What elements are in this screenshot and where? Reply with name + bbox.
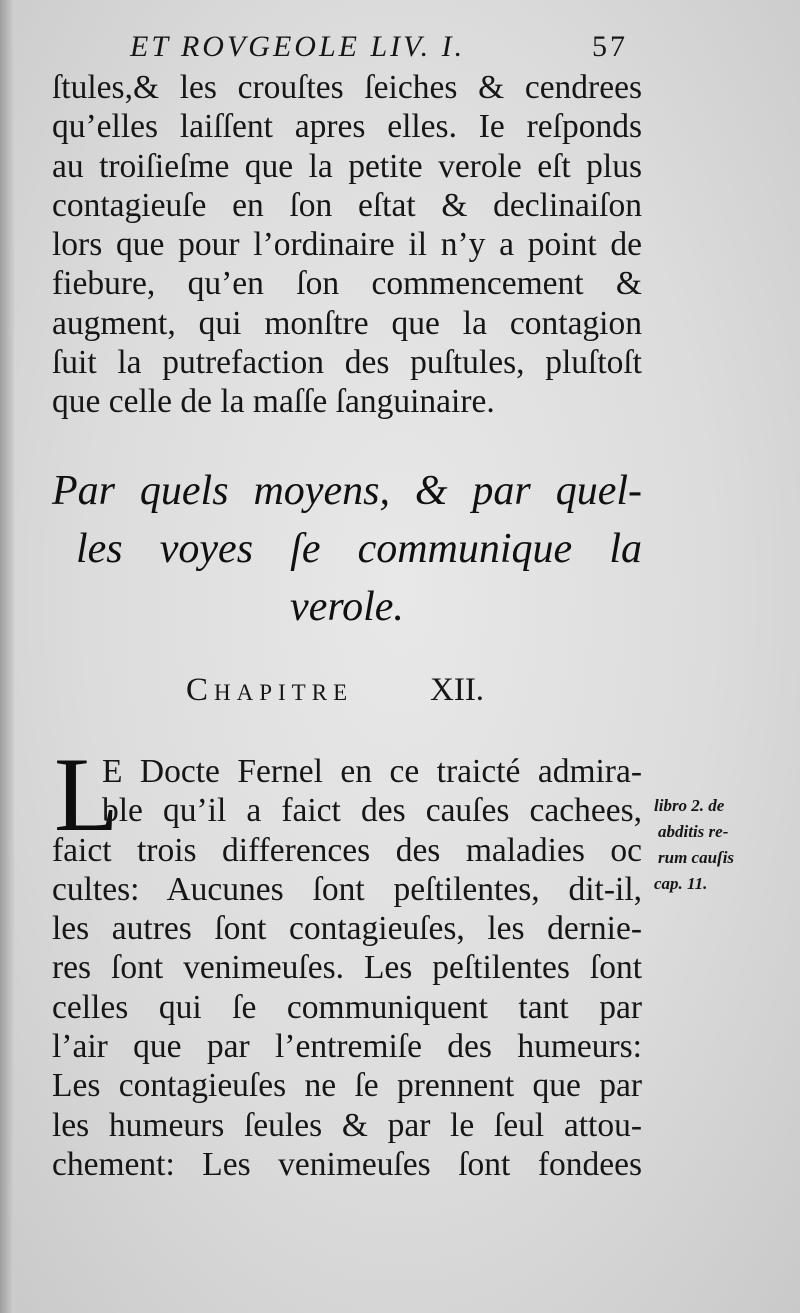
page-edge [0,0,14,1313]
body-text-chapter [52,752,642,1184]
margin-note [654,793,794,897]
text-line: au troiſieſme que la petite verole eſt plus [52,147,642,185]
text-line: que celle de la maſſe ſanguinaire. [52,383,495,421]
text-line: chement: Les venimeuſes ſont fondees [52,1145,642,1183]
text-line: les autres ſont contagieuſes, les dernie- [52,910,642,948]
margin-note-line: rum cauſis [658,848,735,867]
chapter-word: Chapitre [186,672,354,708]
heading-line: verole. [290,584,404,630]
text-line: les humeurs ſeules & par le ſeul attou- [52,1106,642,1144]
page-number: 57 [592,30,628,63]
text-line: l’air que par l’entremiſe des humeurs: [52,1028,642,1066]
text-line: ſtules,& les crouſtes ſeiches & cendrees [52,69,642,106]
drop-cap: L [54,736,119,853]
text-line: cultes: Aucunes ſont peſtilentes, dit-il, [52,870,642,908]
text-line: ble qu’il a faict des cauſes cachees, [102,792,642,830]
heading-line: les voyes ſe communique la [76,526,642,572]
text-line: faict trois differences des maladies oc [52,831,642,869]
running-head [130,30,630,70]
heading-line: Par quels moyens, & par quel- [52,468,642,514]
margin-note-line: abditis re- [658,822,729,841]
text-line: lors que pour l’ordinaire il n’y a point de [52,226,642,264]
margin-note-line: cap. 11. [654,874,708,893]
text-line: qu’elles laiſſent apres elles. Ie reſponds [52,108,642,146]
chapter-title [52,672,642,722]
text-line: E Docte Fernel en ce traicté admira- [102,753,642,790]
text-line: Les contagieuſes ne ſe prennent que par [52,1067,642,1105]
text-line: res ſont venimeuſes. Les peſtilentes ſont [52,949,642,987]
text-line: fiebure, qu’en ſon commencement & [52,265,642,303]
text-line: contagieuſe en ſon eſtat & declinaiſon [52,186,642,224]
margin-note-line: libro 2. de [654,796,725,815]
running-head-title: ET ROVGEOLE LIV. I. [130,30,466,63]
section-heading [52,462,642,636]
text-line: augment, qui monſtre que la contagion [52,304,642,342]
text-line: ſuit la putrefaction des puſtules, pluſtoſt [52,344,642,382]
chapter-number: XII. [430,672,485,708]
text-line: celles qui ſe communiquent tant par [52,988,642,1026]
body-text-top [52,68,642,422]
